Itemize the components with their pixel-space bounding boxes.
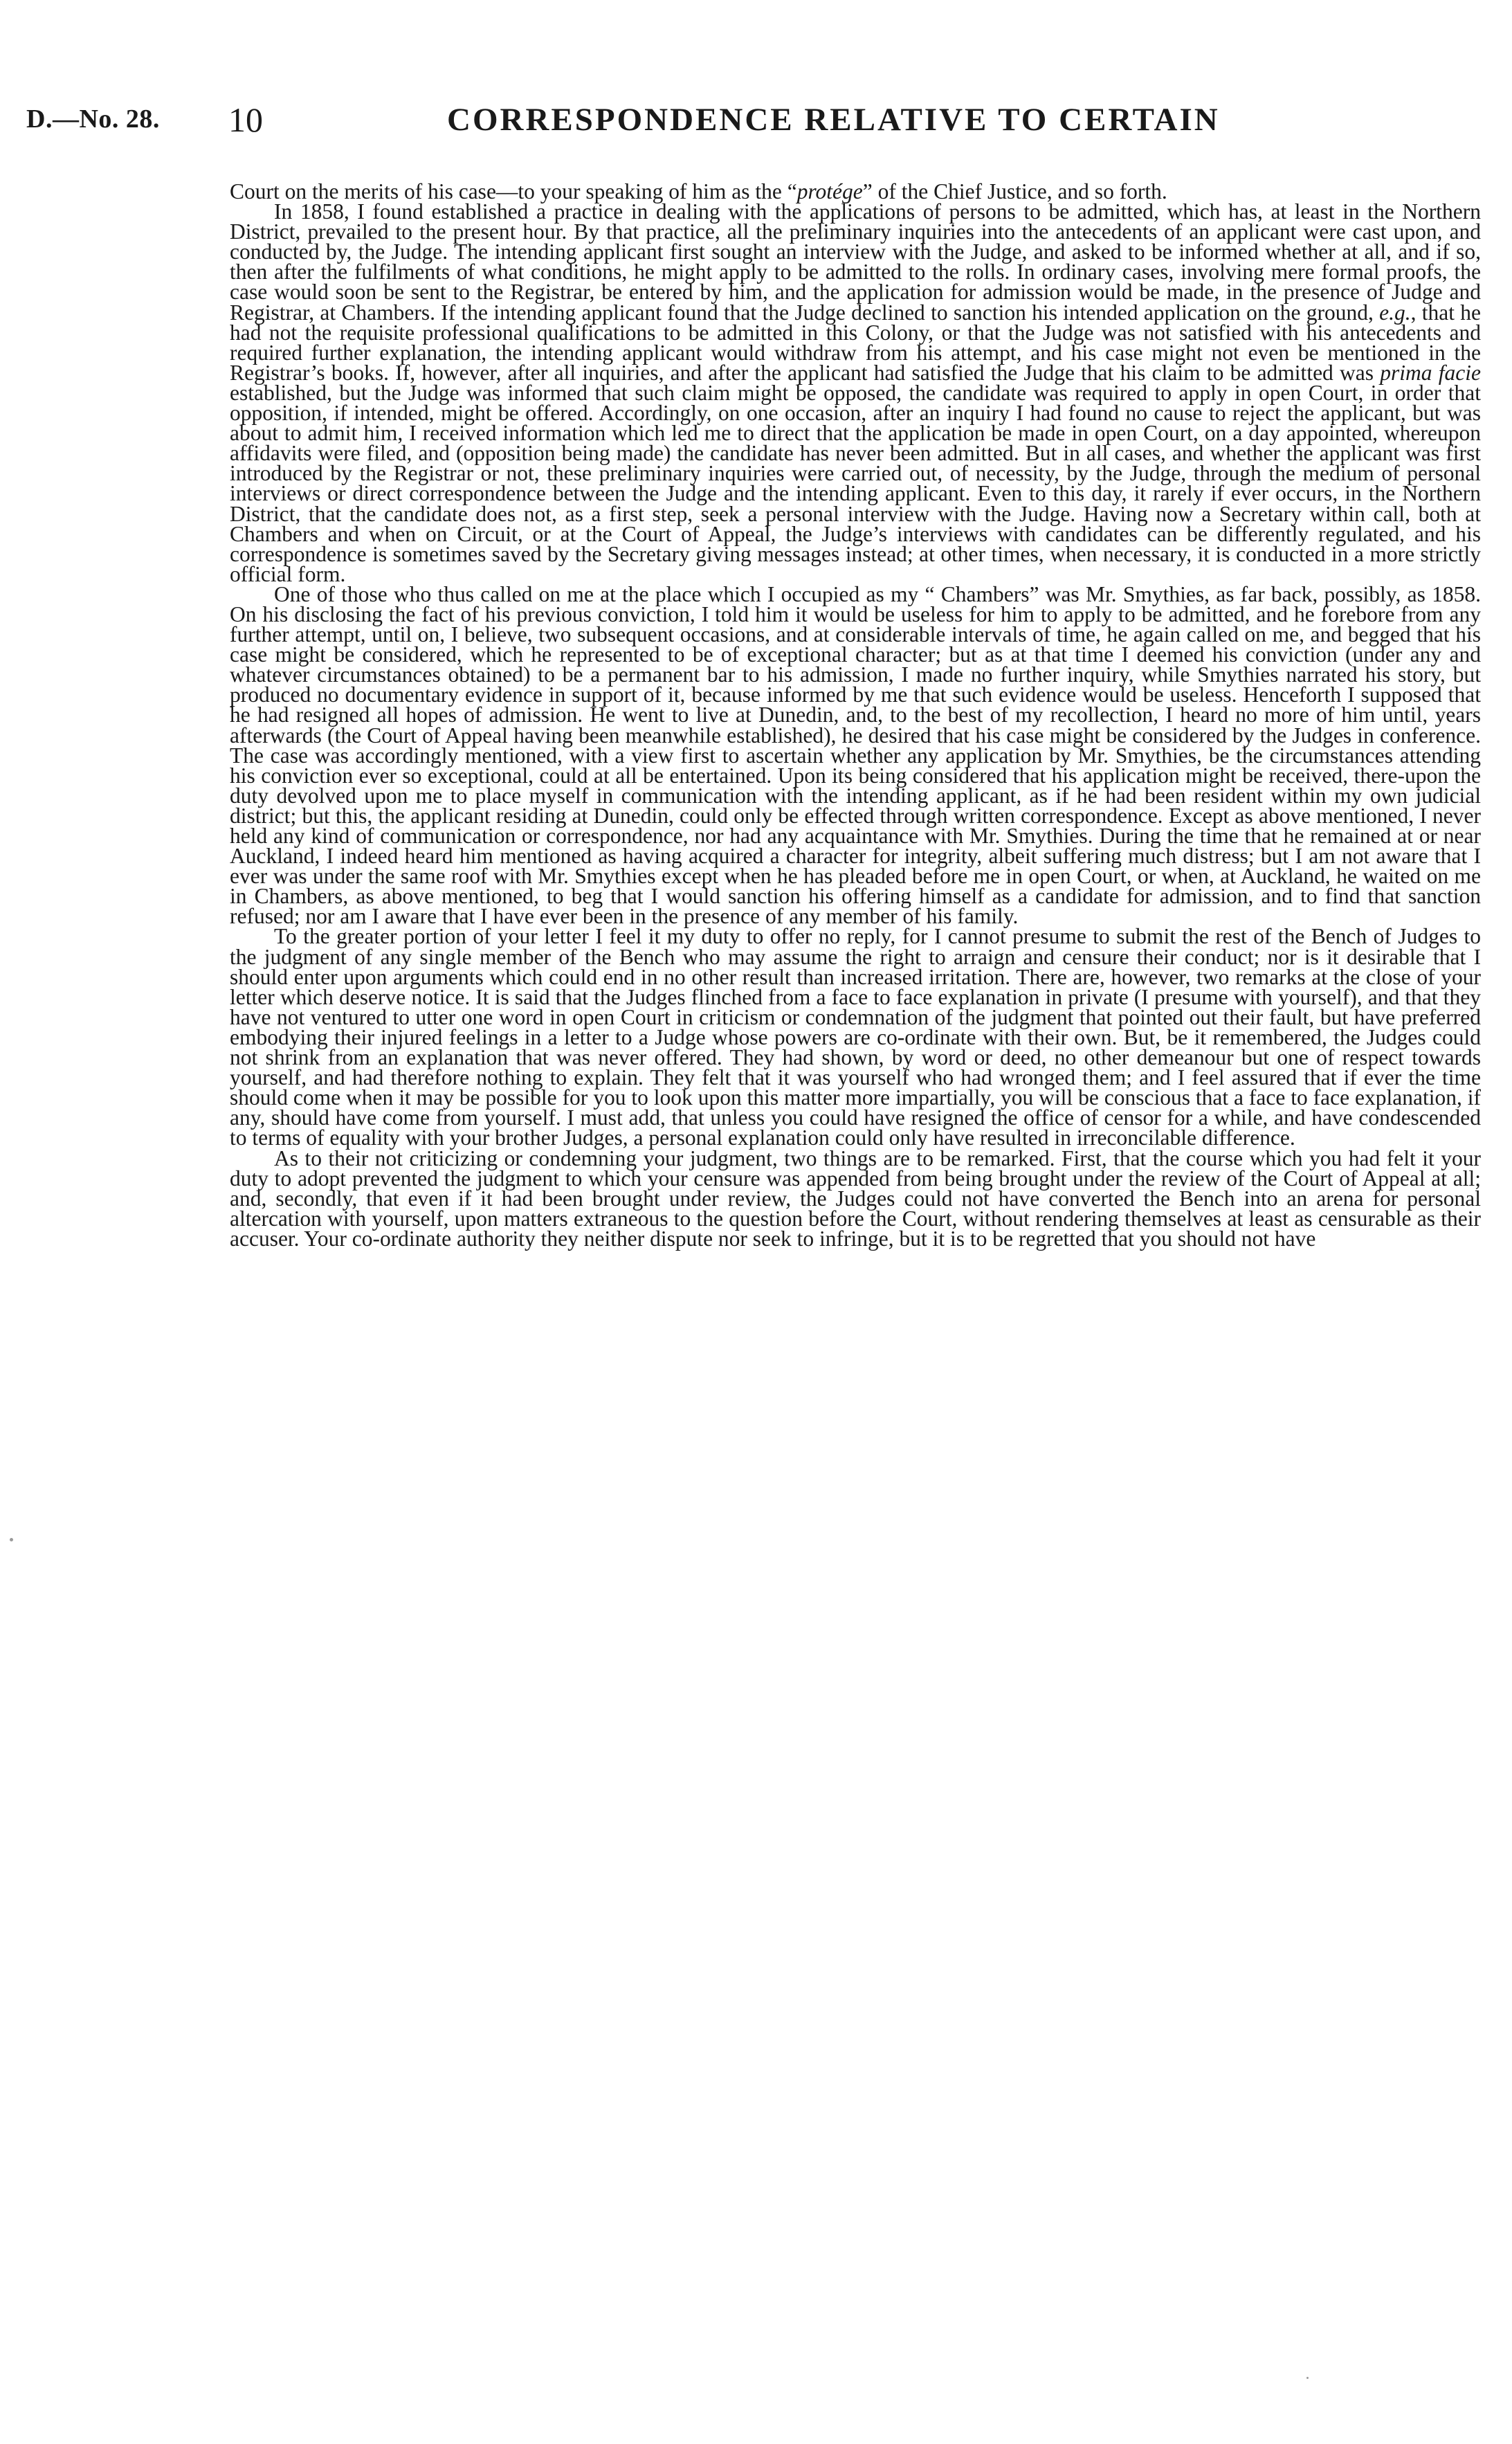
text-run: In 1858, I found established a practice in dealing with the applications of persons to be admitted, which has, at least in the Northern District, prevailed to the present hour. By that practice, all the preliminary inquiries into the antecedents of an applicant were cast upon, and conducted by, the Judge. The intending applicant first sought an interview with the Judge, and asked to be informed whether at all, and if so, then after the fulfilments of what conditions, he might apply to be admitted to the rolls. In ordinary cases, involving mere formal proofs, the case would soon be sent to the Registrar, be entered by him, and the application for admission would be made, in the presence of Judge and Registrar, at Chambers. If the intending applicant found that the Judge declined to sanction his intended application on the ground, <box>230 199 1481 325</box>
text-run: established, but the Judge was informed that such claim might be opposed, the candidate was required to apply in open Court, in order that opposition, if intended, might be offered. Accordingly, on one occasion, after an inquiry I had found no cause to reject the applicant, but was about to admit him, I received information which led me to direct that the application be made in open Court, on a day appointed, whereupon affidavits were filed, and (opposition being made) the candidate has never been admitted. But in all cases, and whether the applicant was first introduced by the Registrar or not, these preliminary inquiries were carried out, of necessity, by the Judge, through the medium of personal interviews or direct correspondence between the Judge and the intending applicant. Even to this day, it rarely if ever occurs, in the Northern District, that the candidate does not, as a first step, seek a personal interview with the Judge. Having now a Secretary within call, both at Chambers and when on Circuit, or at the Court of Appeal, the Judge’s interviews with candidates can be differently regulated, and his correspondence is sometimes saved by the Secretary giving messages instead; at other times, when necessary, it is conducted in a more strictly official form. <box>230 380 1481 586</box>
page-number: 10 <box>228 100 263 139</box>
paragraph-criticism-remarks <box>230 1148 1481 1249</box>
paragraph-admission-practice <box>230 201 1481 584</box>
text-run: One of those who thus called on me at the place which I occupied as my “ Chambers” was Mr. Smythies, as far back, possibly, as 1858. On his disclosing the fact of his previous conviction, I told him it would be useless for him to apply to be admitted, and he forebore from any further attempt, until on, I believe, two subsequent occasions, and at considerable intervals of time, he again called on me, and begged that his case might be considered, which he represented to be of exceptional character; but as at that time I deemed his conviction (under any and whatever circumstances obtained) to be a permanent bar to his admission, I made no further inquiry, while Smythies narrated his story, but produced no documentary evidence in support of it, because informed by me that such evidence would be useless. Henceforth I supposed that he had resigned all hopes of admission. He went to live at Dunedin, and, to the best of my recollection, I heard no more of him until, years afterwards (the Court of Appeal having been meanwhile established), he desired that his case might be considered by the Judges in conference. The case was accordingly mentioned, with a view first to ascertain whether any application by Mr. Smythies, be the circumstances attending his conviction ever so exceptional, could at all be entertained. Upon its being considered that his application might be received, there-upon the duty devolved upon me to place myself in communication with the intending applicant, as if he had been resident within my own judicial district; but this, the applicant residing at Dunedin, could only be effected through written correspondence. Except as above mentioned, I never held any kind of communication or correspondence, nor had any acquaintance with Mr. Smythies. During the time that he remained at or near Auckland, I indeed heard him mentioned as having acquired a character for integrity, albeit suffering much distress; but I am not aware that I ever was under the same roof with Mr. Smythies except when he has pleaded before me in open Court, or when, at Auckland, he waited on me in Chambers, as above mentioned, to beg that I would sanction his offering himself as a candidate for admission, and to find that sanction refused; nor am I aware that I have ever been in the presence of any member of his family. <box>230 581 1481 929</box>
italic-phrase: e.g. <box>1379 300 1411 325</box>
text-run: ” of the Chief Justice, and so forth. <box>862 179 1167 203</box>
paragraph-reply-to-letter <box>230 926 1481 1148</box>
letter-body <box>230 181 1481 1249</box>
paragraph-continuation <box>230 181 1481 201</box>
document-reference: D.—No. 28. <box>26 105 160 134</box>
text-run: As to their not criticizing or condemning your judgment, two things are to be remarked. First, that the course which you had felt it your duty to adopt prevented the judgment to which your censure was appended from being brought under the review of the Court of Appeal at all; and, secondly, that even if it had been brought under review, the Judges could not have converted the Bench into an arena for personal altercation with yourself, upon matters extraneous to the question before the Court, without rendering themselves at least as censurable as their accuser. Your co-ordinate authority they neither dispute nor seek to infringe, but it is to be regretted that you should not have <box>230 1146 1481 1251</box>
paper-speck <box>1306 2377 1309 2379</box>
text-run: To the greater portion of your letter I feel it my duty to offer no reply, for I cannot presume to submit the rest of the Bench of Judges to the judgment of any single member of the Bench who may assume the right to arraign and censure their conduct; nor is it desirable that I should enter upon arguments which could end in no other result than increased irritation. There are, however, two remarks at the close of your letter which deserve notice. It is said that the Judges flinched from a face to face explanation in private (I presume with yourself), and that they have not ventured to utter one word in open Court in criticism or condemnation of the judgment that pointed out their fault, but have preferred embodying their injured feelings in a letter to a Judge whose powers are co-ordinate with their own. But, be it remembered, the Judges could not shrink from an explanation that was never offered. They had shown, by word or deed, no other demeanour but one of respect towards yourself, and had therefore nothing to explain. They felt that it was yourself who had wronged them; and I feel assured that if ever the time should come when it may be possible for you to look upon this matter more impartially, you will be conscious that a face to face explanation, if any, should have come from yourself. I must add, that unless you could have resigned the office of censor for a while, and have condescended to terms of equality with your brother Judges, a personal explanation could only have resulted in irreconcilable difference. <box>230 924 1481 1150</box>
paragraph-smythies-history <box>230 581 1481 929</box>
text-run: Court on the merits of his case—to your speaking of him as the “ <box>230 179 797 203</box>
running-title: CORRESPONDENCE RELATIVE TO CERTAIN <box>447 102 1220 138</box>
paper-speck <box>10 1538 13 1541</box>
page-header <box>26 100 1486 145</box>
italic-phrase: protége <box>796 179 863 203</box>
text-run: , that he had not the requisite professional qualifications to be admitted in this Colony, or that the Judge was not satisfied with his antecedents and required further explanation, the intending applicant would withdraw from his attempt, and his case might not even be mentioned in the Registrar’s books. If, however, after all inquiries, and after the applicant had satisfied the Judge that his claim to be admitted was <box>230 300 1481 385</box>
italic-phrase: prima facie <box>1380 360 1481 385</box>
